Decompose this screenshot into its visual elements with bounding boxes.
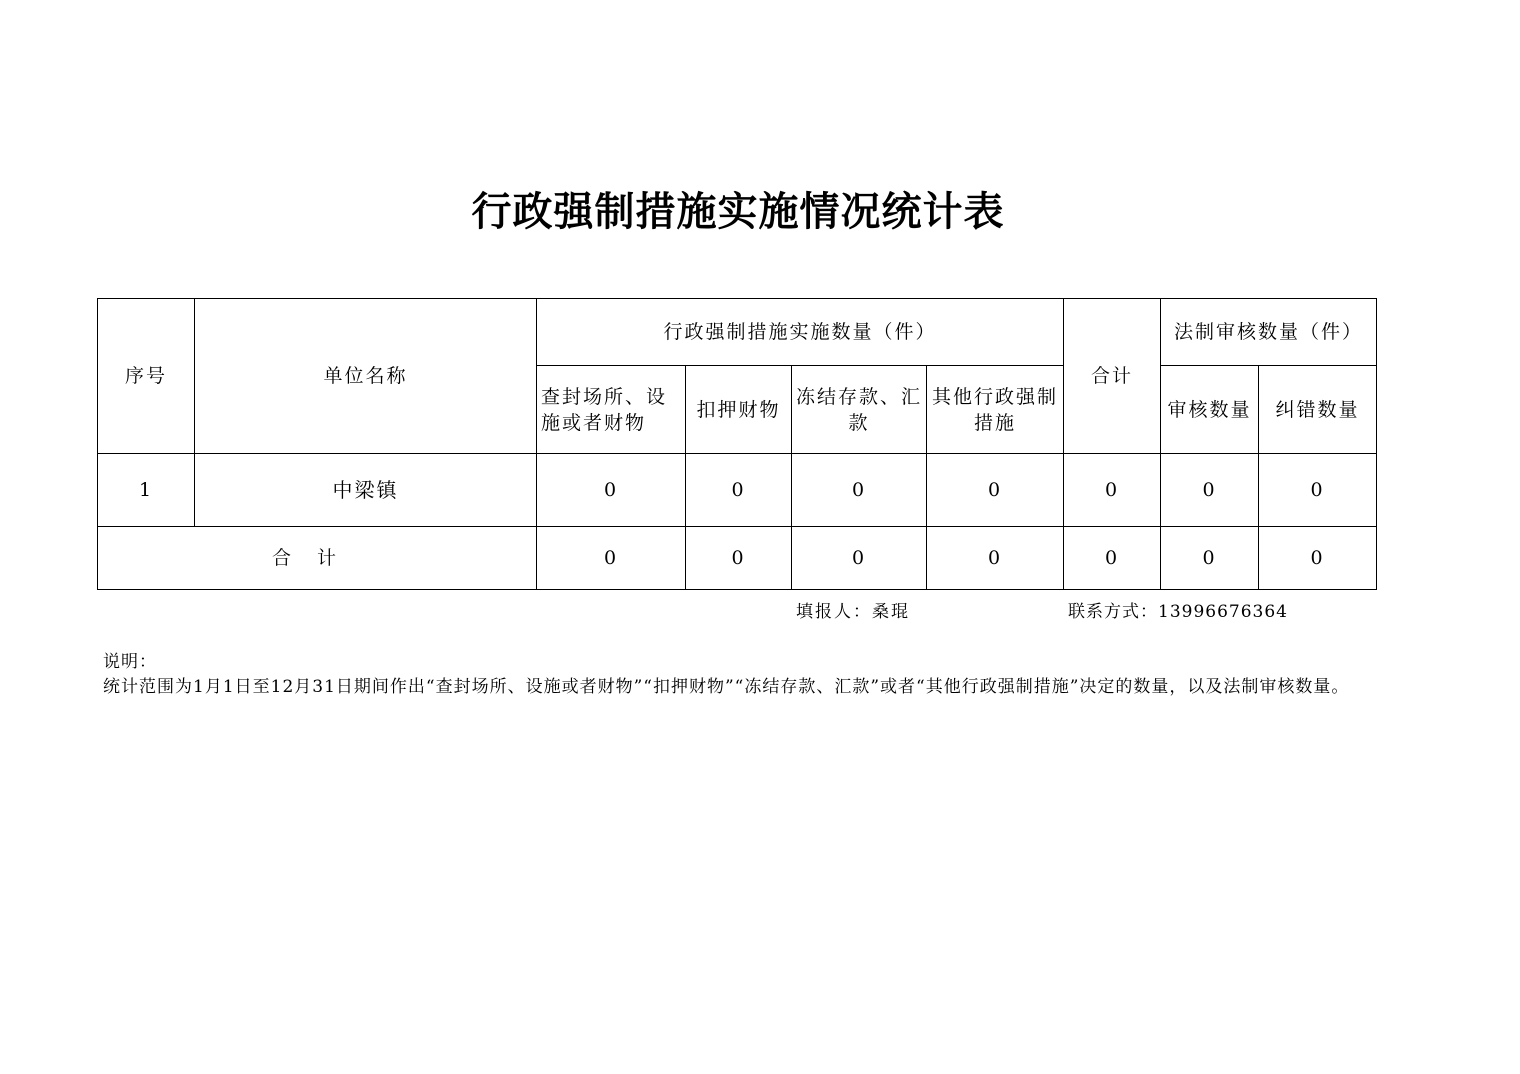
table-row — [98, 454, 1377, 527]
row-review-count: 0 — [1161, 454, 1259, 527]
header-row-1 — [98, 299, 1377, 366]
row-other: 0 — [927, 454, 1064, 527]
header-enforcement-group: 行政强制措施实施数量（件） — [537, 299, 1064, 366]
notes-text: 统计范围为1月1日至12月31日期间作出“查封场所、设施或者财物”“扣押财物”“冻结存款、汇款”或者“其他行政强制措施”决定的数量，以及法制审核数量。 — [103, 677, 1350, 697]
row-seal: 0 — [537, 454, 686, 527]
notes-section — [103, 650, 1363, 700]
total-freeze: 0 — [792, 527, 927, 590]
header-seal: 查封场所、设施或者财物 — [537, 366, 686, 454]
row-unit-name: 中梁镇 — [195, 454, 537, 527]
total-correction-count: 0 — [1259, 527, 1377, 590]
header-subtotal: 合计 — [1064, 299, 1161, 454]
total-label: 合计 — [98, 527, 537, 590]
total-subtotal: 0 — [1064, 527, 1161, 590]
header-other: 其他行政强制措施 — [927, 366, 1064, 454]
total-seal: 0 — [537, 527, 686, 590]
header-review-group: 法制审核数量（件） — [1161, 299, 1377, 366]
header-review-count: 审核数量 — [1161, 366, 1259, 454]
header-seize: 扣押财物 — [686, 366, 792, 454]
total-review-count: 0 — [1161, 527, 1259, 590]
total-other: 0 — [927, 527, 1064, 590]
statistics-table — [97, 298, 1377, 590]
total-row — [98, 527, 1377, 590]
contact-info: 联系方式：13996676364 — [1068, 602, 1288, 622]
header-unit-name: 单位名称 — [195, 299, 537, 454]
row-seq: 1 — [98, 454, 195, 527]
notes-heading: 说明： — [103, 652, 157, 672]
row-correction-count: 0 — [1259, 454, 1377, 527]
header-correction-count: 纠错数量 — [1259, 366, 1377, 454]
row-freeze: 0 — [792, 454, 927, 527]
header-freeze: 冻结存款、汇款 — [792, 366, 927, 454]
page-title: 行政强制措施实施情况统计表 — [471, 188, 1005, 235]
total-seize: 0 — [686, 527, 792, 590]
header-seq: 序号 — [98, 299, 195, 454]
row-seize: 0 — [686, 454, 792, 527]
row-subtotal: 0 — [1064, 454, 1161, 527]
filler-name: 填报人：桑琨 — [796, 602, 910, 622]
